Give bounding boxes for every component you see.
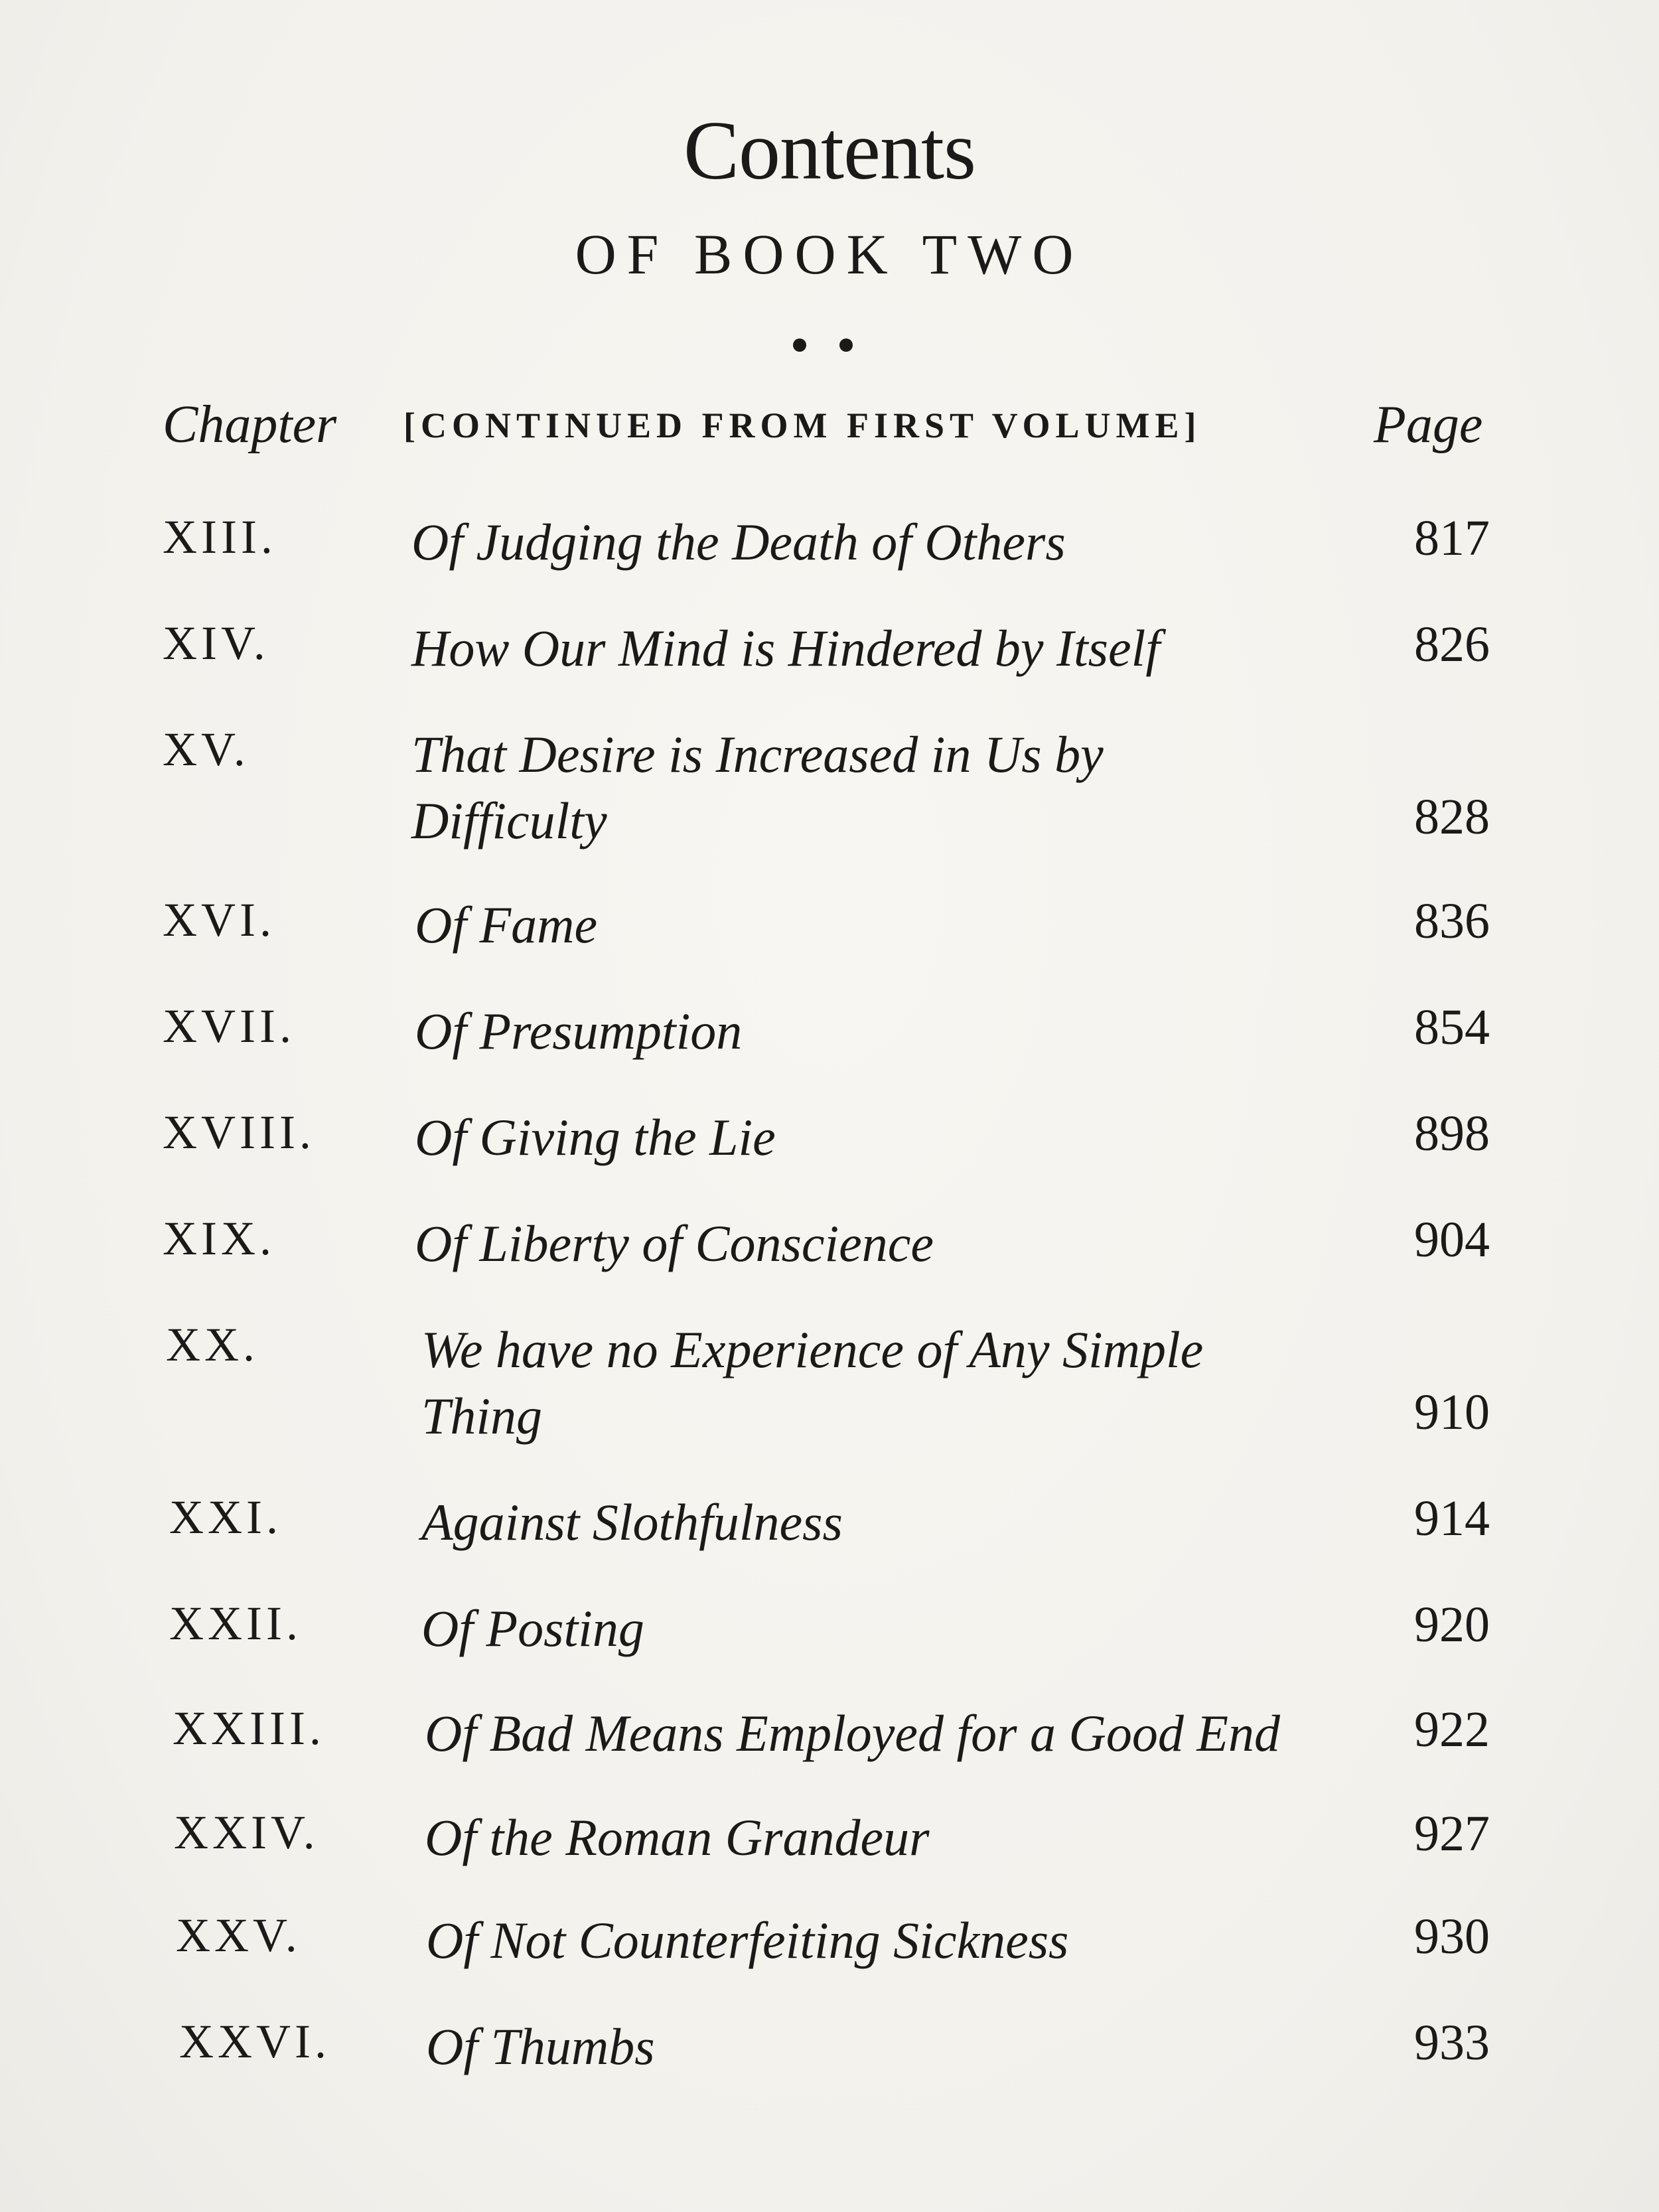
chapter-title: Of Thumbs: [426, 2018, 655, 2075]
chapter-title: Of Not Counterfeiting Sickness: [426, 1911, 1069, 1969]
chapter-number: XIII.: [163, 510, 277, 563]
chapter-number: XV.: [163, 723, 250, 776]
chapter-title: Of Liberty of Conscience: [415, 1215, 934, 1272]
column-header-page: Page: [1374, 396, 1483, 454]
page-subtitle: OF BOOK TWO: [575, 222, 1084, 286]
chapter-number: XXV.: [176, 1909, 301, 1962]
page-number: 930: [1414, 1909, 1490, 1964]
column-header-continued: [CONTINUED FROM FIRST VOLUME]: [403, 406, 1202, 445]
ornament-dot: [839, 338, 853, 352]
chapter-number: XIV.: [163, 617, 269, 670]
chapter-title: Of Giving the Lie: [415, 1108, 776, 1166]
page-number: 910: [1414, 1384, 1490, 1440]
chapter-number: XXII.: [169, 1597, 302, 1650]
chapter-number: XVII.: [163, 999, 295, 1053]
page-number: 933: [1414, 2015, 1490, 2071]
page-number: 922: [1414, 1702, 1490, 1757]
chapter-number: XXVI.: [179, 2015, 330, 2068]
page-number: 904: [1414, 1212, 1490, 1268]
chapter-title: Of Posting: [421, 1599, 644, 1657]
ornament-dot: [793, 338, 806, 352]
chapter-number: XX.: [166, 1318, 259, 1371]
chapter-number: XVI.: [163, 893, 275, 946]
chapter-title: Against Slothfulness: [421, 1493, 843, 1551]
chapter-title: How Our Mind is Hindered by Itself: [411, 619, 1160, 677]
page-number: 828: [1414, 789, 1490, 845]
chapter-number: XXIII.: [173, 1702, 325, 1755]
page-number: 854: [1414, 999, 1490, 1055]
chapter-title: Of Judging the Death of Others: [411, 513, 1066, 571]
chapter-title: We have no Experience of Any Simple Thing: [421, 1321, 1204, 1445]
page-number: 914: [1414, 1491, 1490, 1546]
page-number: 927: [1414, 1806, 1490, 1862]
page-number: 836: [1414, 893, 1490, 949]
page-number: 920: [1414, 1597, 1490, 1653]
ornament-dots: [793, 338, 866, 354]
chapter-number: XVIII.: [163, 1106, 315, 1159]
chapter-number: XIX.: [163, 1212, 275, 1265]
chapter-number: XXIV.: [174, 1806, 319, 1859]
column-header-chapter: Chapter: [163, 396, 337, 454]
chapter-title: That Desire is Increased in Us by Difficulty: [411, 725, 1104, 849]
chapter-title: Of Presumption: [415, 1002, 743, 1060]
page-number: 817: [1414, 510, 1490, 566]
chapter-title: Of Fame: [415, 896, 598, 954]
chapter-title: Of the Roman Grandeur: [425, 1808, 930, 1866]
page-title: Contents: [683, 105, 975, 197]
page-number: 898: [1414, 1106, 1490, 1161]
page-number: 826: [1414, 617, 1490, 672]
chapter-number: XXI.: [169, 1491, 282, 1544]
chapter-title: Of Bad Means Employed for a Good End: [425, 1704, 1280, 1762]
